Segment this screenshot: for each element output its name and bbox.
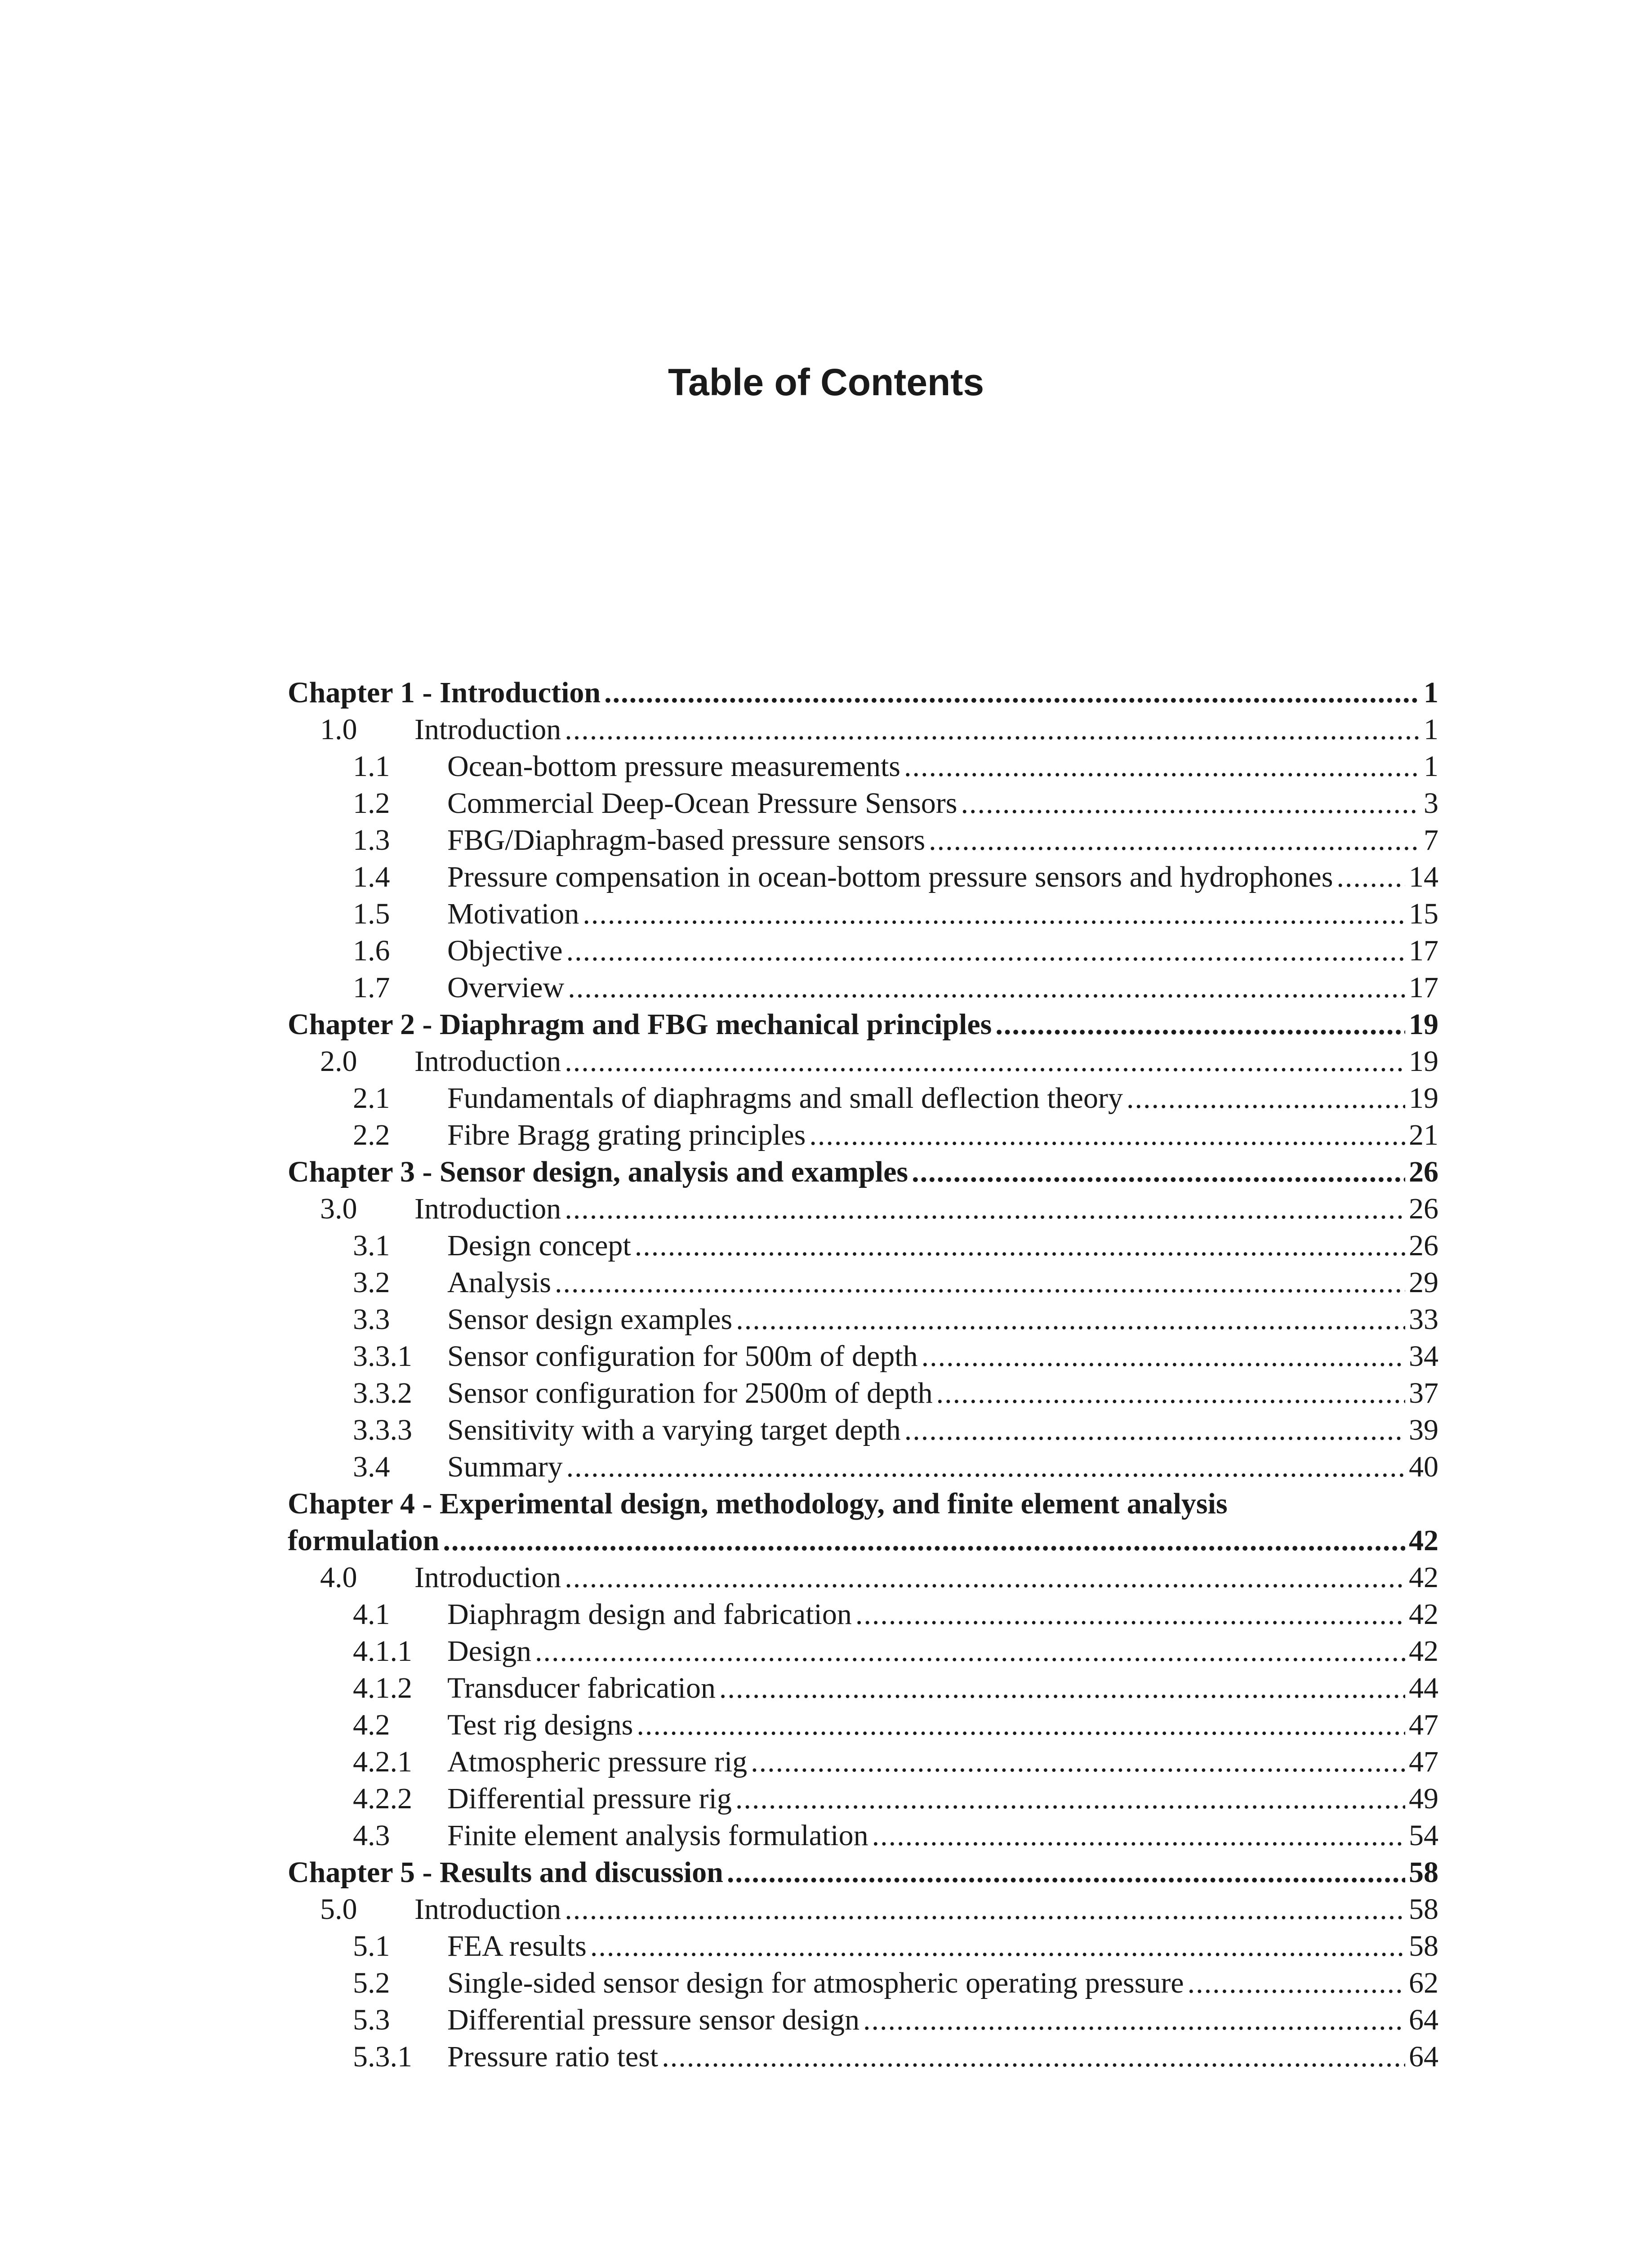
toc-chapter-entry[interactable] [288, 674, 1438, 711]
toc-entry-label: Fundamentals of diaphragms and small deflection theory [447, 1082, 1123, 1115]
toc-section-number: 4.1 [353, 1598, 390, 1631]
toc-dot-leader [635, 1227, 1405, 1264]
toc-page-number: 3 [1424, 787, 1438, 820]
toc-page-number: 58 [1409, 1856, 1438, 1889]
toc-chapter-entry[interactable] [288, 1006, 1438, 1043]
toc-page-number: 17 [1409, 971, 1438, 1004]
toc-section-number: 1.5 [353, 897, 390, 930]
toc-dot-leader [565, 1191, 1405, 1227]
toc-section-entry[interactable] [288, 1227, 1438, 1264]
toc-entry-label: Introduction [414, 713, 561, 746]
toc-section-number: 1.0 [320, 713, 357, 746]
toc-entry-label: Single-sided sensor design for atmospheric operating pressure [447, 1967, 1184, 1999]
toc-dot-leader [1127, 1080, 1405, 1117]
toc-section-entry[interactable] [288, 1080, 1438, 1117]
toc-page-number: 64 [1409, 2003, 1438, 2036]
toc-dot-leader [735, 1780, 1405, 1817]
toc-dot-leader [555, 1264, 1405, 1301]
toc-section-number: 3.3 [353, 1303, 390, 1336]
toc-section-entry[interactable] [288, 1559, 1438, 1596]
toc-entry-label: Chapter 1 - Introduction [288, 676, 601, 709]
toc-entry-label: Atmospheric pressure rig [447, 1745, 748, 1778]
toc-page-number: 14 [1409, 861, 1438, 893]
toc-entry-label: Sensor design examples [447, 1303, 733, 1336]
toc-entry-label: Finite element analysis formulation [447, 1819, 868, 1852]
toc-section-entry[interactable] [288, 932, 1438, 969]
toc-section-entry[interactable] [288, 1928, 1438, 1965]
toc-page-number: 17 [1409, 934, 1438, 967]
toc-section-number: 2.0 [320, 1045, 357, 1078]
toc-entry-label: Introduction [414, 1561, 561, 1594]
toc-section-entry[interactable] [288, 859, 1438, 896]
toc-entry-label: Pressure ratio test [447, 2040, 659, 2073]
toc-section-entry[interactable] [288, 1264, 1438, 1301]
toc-dot-leader [565, 711, 1420, 748]
toc-entry-label: Motivation [447, 897, 579, 930]
toc-section-number: 4.1.2 [353, 1672, 412, 1704]
toc-section-number: 1.1 [353, 750, 390, 783]
toc-section-number: 2.2 [353, 1119, 390, 1151]
toc-page-number: 34 [1409, 1340, 1438, 1373]
toc-section-entry[interactable] [288, 1596, 1438, 1633]
toc-dot-leader [565, 1559, 1405, 1596]
toc-dot-leader [583, 896, 1405, 932]
toc-dot-leader [904, 1412, 1405, 1449]
toc-entry-label: FBG/Diaphragm-based pressure sensors [447, 824, 926, 856]
toc-section-entry[interactable] [288, 969, 1438, 1006]
toc-page-number: 1 [1424, 676, 1438, 709]
toc-dot-leader [751, 1744, 1405, 1780]
toc-entry-label: Design concept [447, 1229, 631, 1262]
toc-section-entry[interactable] [288, 1191, 1438, 1227]
toc-page-number: 39 [1409, 1414, 1438, 1446]
toc-page-number: 42 [1409, 1635, 1438, 1668]
toc-section-number: 1.3 [353, 824, 390, 856]
toc-entry-label: Introduction [414, 1045, 561, 1078]
toc-section-entry[interactable] [288, 1412, 1438, 1449]
toc-dot-leader [936, 1375, 1405, 1412]
toc-page-number: 58 [1409, 1930, 1438, 1963]
toc-entry-label: Fibre Bragg grating principles [447, 1119, 806, 1151]
toc-section-entry[interactable] [288, 1117, 1438, 1154]
toc-section-entry[interactable] [288, 1891, 1438, 1928]
toc-page-number: 47 [1409, 1745, 1438, 1778]
toc-chapter-entry[interactable] [288, 1854, 1438, 1891]
toc-dot-leader [565, 1043, 1405, 1080]
toc-section-entry[interactable] [288, 1375, 1438, 1412]
toc-dot-leader [961, 785, 1420, 822]
toc-page-number: 19 [1409, 1008, 1438, 1041]
toc-dot-leader [565, 1891, 1405, 1928]
toc-section-number: 5.0 [320, 1893, 357, 1926]
toc-section-number: 2.1 [353, 1082, 390, 1115]
toc-page-number: 47 [1409, 1708, 1438, 1741]
toc-section-entry[interactable] [288, 1043, 1438, 1080]
toc-section-number: 1.2 [353, 787, 390, 820]
toc-entry-label: Overview [447, 971, 565, 1004]
toc-section-number: 4.3 [353, 1819, 390, 1852]
toc-dot-leader [1188, 1965, 1405, 2002]
toc-page-number: 62 [1409, 1967, 1438, 1999]
toc-page-number: 1 [1424, 713, 1438, 746]
toc-page-number: 58 [1409, 1893, 1438, 1926]
toc-dot-leader [566, 1449, 1405, 1485]
toc-entry-label: Pressure compensation in ocean-bottom pressure sensors and hydrophones [447, 861, 1333, 893]
toc-entry-label: formulation [288, 1524, 440, 1557]
toc-page-number: 19 [1409, 1045, 1438, 1078]
toc-entry-label: Introduction [414, 1893, 561, 1926]
toc-dot-leader [929, 822, 1420, 859]
toc-section-number: 4.0 [320, 1561, 357, 1594]
toc-entry-label: Introduction [414, 1192, 561, 1225]
toc-section-entry[interactable] [288, 1780, 1438, 1817]
toc-entry-label: FEA results [447, 1930, 587, 1963]
toc-section-entry[interactable] [288, 1670, 1438, 1707]
toc-section-number: 5.1 [353, 1930, 390, 1963]
toc-section-entry[interactable] [288, 1744, 1438, 1780]
toc-entry-label: Differential pressure rig [447, 1782, 732, 1815]
toc-page-number: 40 [1409, 1450, 1438, 1483]
toc-page-number: 42 [1409, 1524, 1438, 1557]
toc-section-entry[interactable] [288, 785, 1438, 822]
toc-page-number: 19 [1409, 1082, 1438, 1115]
toc-entry-label: Ocean-bottom pressure measurements [447, 750, 900, 783]
toc-page-number: 54 [1409, 1819, 1438, 1852]
toc-section-entry[interactable] [288, 1449, 1438, 1485]
toc-section-number: 4.2.1 [353, 1745, 412, 1778]
toc-entry-label: Diaphragm design and fabrication [447, 1598, 852, 1631]
toc-dot-leader [922, 1338, 1405, 1375]
toc-section-number: 3.0 [320, 1192, 357, 1225]
toc-dot-leader [443, 1522, 1405, 1559]
toc-entry-label: Analysis [447, 1266, 551, 1299]
toc-section-number: 1.4 [353, 861, 390, 893]
toc-page-number: 42 [1409, 1598, 1438, 1631]
toc-section-entry[interactable] [288, 1633, 1438, 1670]
toc-dot-leader [535, 1633, 1405, 1670]
toc-dot-leader [736, 1301, 1405, 1338]
toc-page-number: 64 [1409, 2040, 1438, 2073]
toc-page-number: 29 [1409, 1266, 1438, 1299]
toc-section-entry[interactable] [288, 711, 1438, 748]
toc-entry-label: Sensor configuration for 2500m of depth [447, 1377, 933, 1409]
toc-dot-leader [568, 969, 1405, 1006]
toc-entry-label: Chapter 4 - Experimental design, methodology, and finite element analysis [288, 1487, 1228, 1520]
toc-entry-label: Commercial Deep-Ocean Pressure Sensors [447, 787, 957, 820]
toc-page-number: 26 [1409, 1155, 1438, 1188]
toc-dot-leader [1336, 859, 1405, 896]
toc-section-entry[interactable] [288, 822, 1438, 859]
toc-section-entry[interactable] [288, 1817, 1438, 1854]
toc-entry-label: Summary [447, 1450, 563, 1483]
toc-page-number: 26 [1409, 1192, 1438, 1225]
toc-section-number: 4.1.1 [353, 1635, 412, 1668]
toc-dot-leader [863, 2002, 1405, 2038]
toc-dot-leader [719, 1670, 1405, 1707]
toc-entry-label: Design [447, 1635, 531, 1668]
toc-page-number: 21 [1409, 1119, 1438, 1151]
toc-dot-leader [912, 1154, 1405, 1191]
toc-section-number: 1.7 [353, 971, 390, 1004]
toc-section-number: 3.3.1 [353, 1340, 412, 1373]
toc-dot-leader [904, 748, 1420, 785]
toc-page-number: 26 [1409, 1229, 1438, 1262]
toc-section-number: 5.2 [353, 1967, 390, 1999]
toc-entry-label: Objective [447, 934, 563, 967]
toc-dot-leader [604, 674, 1420, 711]
toc-entry-label: Transducer fabrication [447, 1672, 716, 1704]
toc-section-entry[interactable] [288, 896, 1438, 932]
toc-section-entry[interactable] [288, 748, 1438, 785]
toc-section-number: 5.3.1 [353, 2040, 412, 2073]
toc-page-number: 7 [1424, 824, 1438, 856]
toc-entry-label: Differential pressure sensor design [447, 2003, 860, 2036]
toc-section-number: 3.1 [353, 1229, 390, 1262]
toc-section-number: 4.2 [353, 1708, 390, 1741]
toc-entry-label: Test rig designs [447, 1708, 633, 1741]
toc-section-number: 3.2 [353, 1266, 390, 1299]
toc-section-number: 5.3 [353, 2003, 390, 2036]
toc-page-number: 44 [1409, 1672, 1438, 1704]
toc-dot-leader [637, 1707, 1405, 1744]
toc-page-number: 1 [1424, 750, 1438, 783]
toc-section-number: 1.6 [353, 934, 390, 967]
toc-dot-leader [662, 2038, 1405, 2075]
toc-dot-leader [809, 1117, 1405, 1154]
toc-entry-label: Chapter 5 - Results and discussion [288, 1856, 723, 1889]
toc-chapter-entry[interactable] [288, 1522, 1438, 1559]
toc-section-entry[interactable] [288, 1965, 1438, 2002]
toc-dot-leader [727, 1854, 1405, 1891]
toc-entry-label: Sensitivity with a varying target depth [447, 1414, 901, 1446]
toc-section-entry[interactable] [288, 1707, 1438, 1744]
page-title: Table of Contents [668, 361, 984, 403]
toc-entry-label: Sensor configuration for 500m of depth [447, 1340, 918, 1373]
toc-section-entry[interactable] [288, 1301, 1438, 1338]
toc-page-number: 33 [1409, 1303, 1438, 1336]
toc-section-entry[interactable] [288, 1338, 1438, 1375]
toc-page-number: 42 [1409, 1561, 1438, 1594]
toc-section-number: 4.2.2 [353, 1782, 412, 1815]
toc-dot-leader [995, 1006, 1405, 1043]
table-of-contents [288, 674, 1438, 2075]
toc-section-entry[interactable] [288, 2002, 1438, 2038]
toc-section-number: 3.3.3 [353, 1414, 412, 1446]
toc-section-entry[interactable] [288, 2038, 1438, 2075]
toc-dot-leader [590, 1928, 1405, 1965]
toc-dot-leader [855, 1596, 1405, 1633]
toc-section-number: 3.4 [353, 1450, 390, 1483]
toc-entry-label: Chapter 2 - Diaphragm and FBG mechanical principles [288, 1008, 992, 1041]
toc-section-number: 3.3.2 [353, 1377, 412, 1409]
toc-page-number: 15 [1409, 897, 1438, 930]
toc-chapter-entry[interactable] [288, 1485, 1438, 1522]
toc-page-number: 37 [1409, 1377, 1438, 1409]
toc-chapter-entry[interactable] [288, 1154, 1438, 1191]
toc-page-number: 49 [1409, 1782, 1438, 1815]
toc-dot-leader [566, 932, 1405, 969]
toc-entry-label: Chapter 3 - Sensor design, analysis and examples [288, 1155, 908, 1188]
toc-dot-leader [872, 1817, 1405, 1854]
